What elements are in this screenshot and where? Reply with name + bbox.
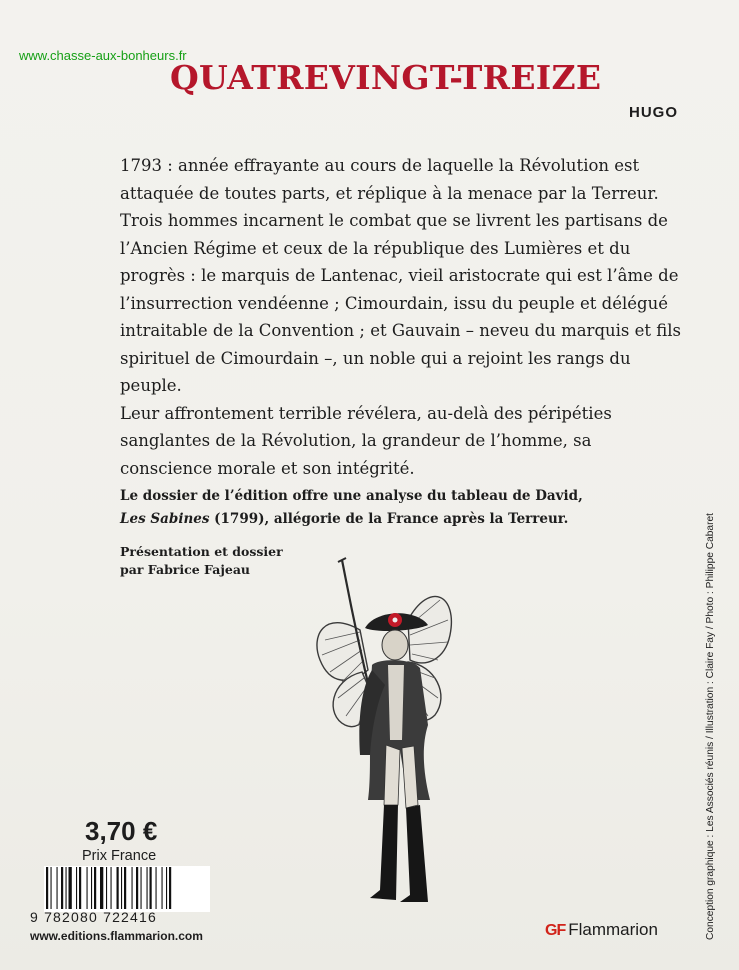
barcode xyxy=(44,866,210,912)
synopsis-paragraph: Leur affrontement terrible révélera, au-delà des péripéties sanglantes de la Révolution, la grandeur de l’homme, sa conscience morale et son intégrité. xyxy=(120,403,612,478)
painting-title: Les Sabines xyxy=(120,511,210,527)
dossier-line: (1799), allégorie de la France après la Terreur. xyxy=(209,511,569,527)
synopsis-paragraph: 1793 : année effrayante au cours de laquelle la Révolution est attaquée de toutes parts, et réplique à la menace par la Terreur. Trois hommes incarnent le combat que se livrent les partisans de l’Ancien Régime et ceux de la république des Lumières et du progrès : le marquis de Lantenac, vieil aristocrate qui est l’âme de l’insurrection vendéenne ; Cimourdain, issu du peuple et délégué intraitable de la Convention ; et Gauvain – neveu du marquis et fils spirituel de Cimourdain –, un noble qui a rejoint les rangs du peuple. xyxy=(120,156,682,395)
price-label: Prix France xyxy=(82,848,157,864)
publisher-website[interactable]: www.editions.flammarion.com xyxy=(30,929,203,943)
presentation-line: Présentation et dossier xyxy=(120,544,283,559)
watermark-url[interactable]: www.chasse-aux-bonheurs.fr xyxy=(19,48,187,63)
dossier-note xyxy=(120,485,690,531)
author-name: HUGO xyxy=(629,104,678,121)
book-title: QUATREVINGT-TREIZE xyxy=(170,58,602,97)
presentation-author: par Fabrice Fajeau xyxy=(120,562,251,577)
publisher-brand xyxy=(545,920,658,940)
gf-logo-icon: GF xyxy=(545,922,566,939)
design-credits: Conception graphique : Les Associés réunis / Illustration : Claire Fay / Photo : Philippe Cabaret xyxy=(705,513,716,940)
barcode-bars xyxy=(44,866,210,910)
synopsis xyxy=(120,152,685,482)
winged-soldier-illustration xyxy=(300,550,470,910)
price: 3,70 € xyxy=(85,816,158,846)
publisher-name: Flammarion xyxy=(568,920,658,939)
isbn-number: 9 782080 722416 xyxy=(30,909,157,925)
dossier-line: Le dossier de l’édition offre une analyse du tableau de David, xyxy=(120,488,583,504)
presentation-credit xyxy=(120,543,283,579)
